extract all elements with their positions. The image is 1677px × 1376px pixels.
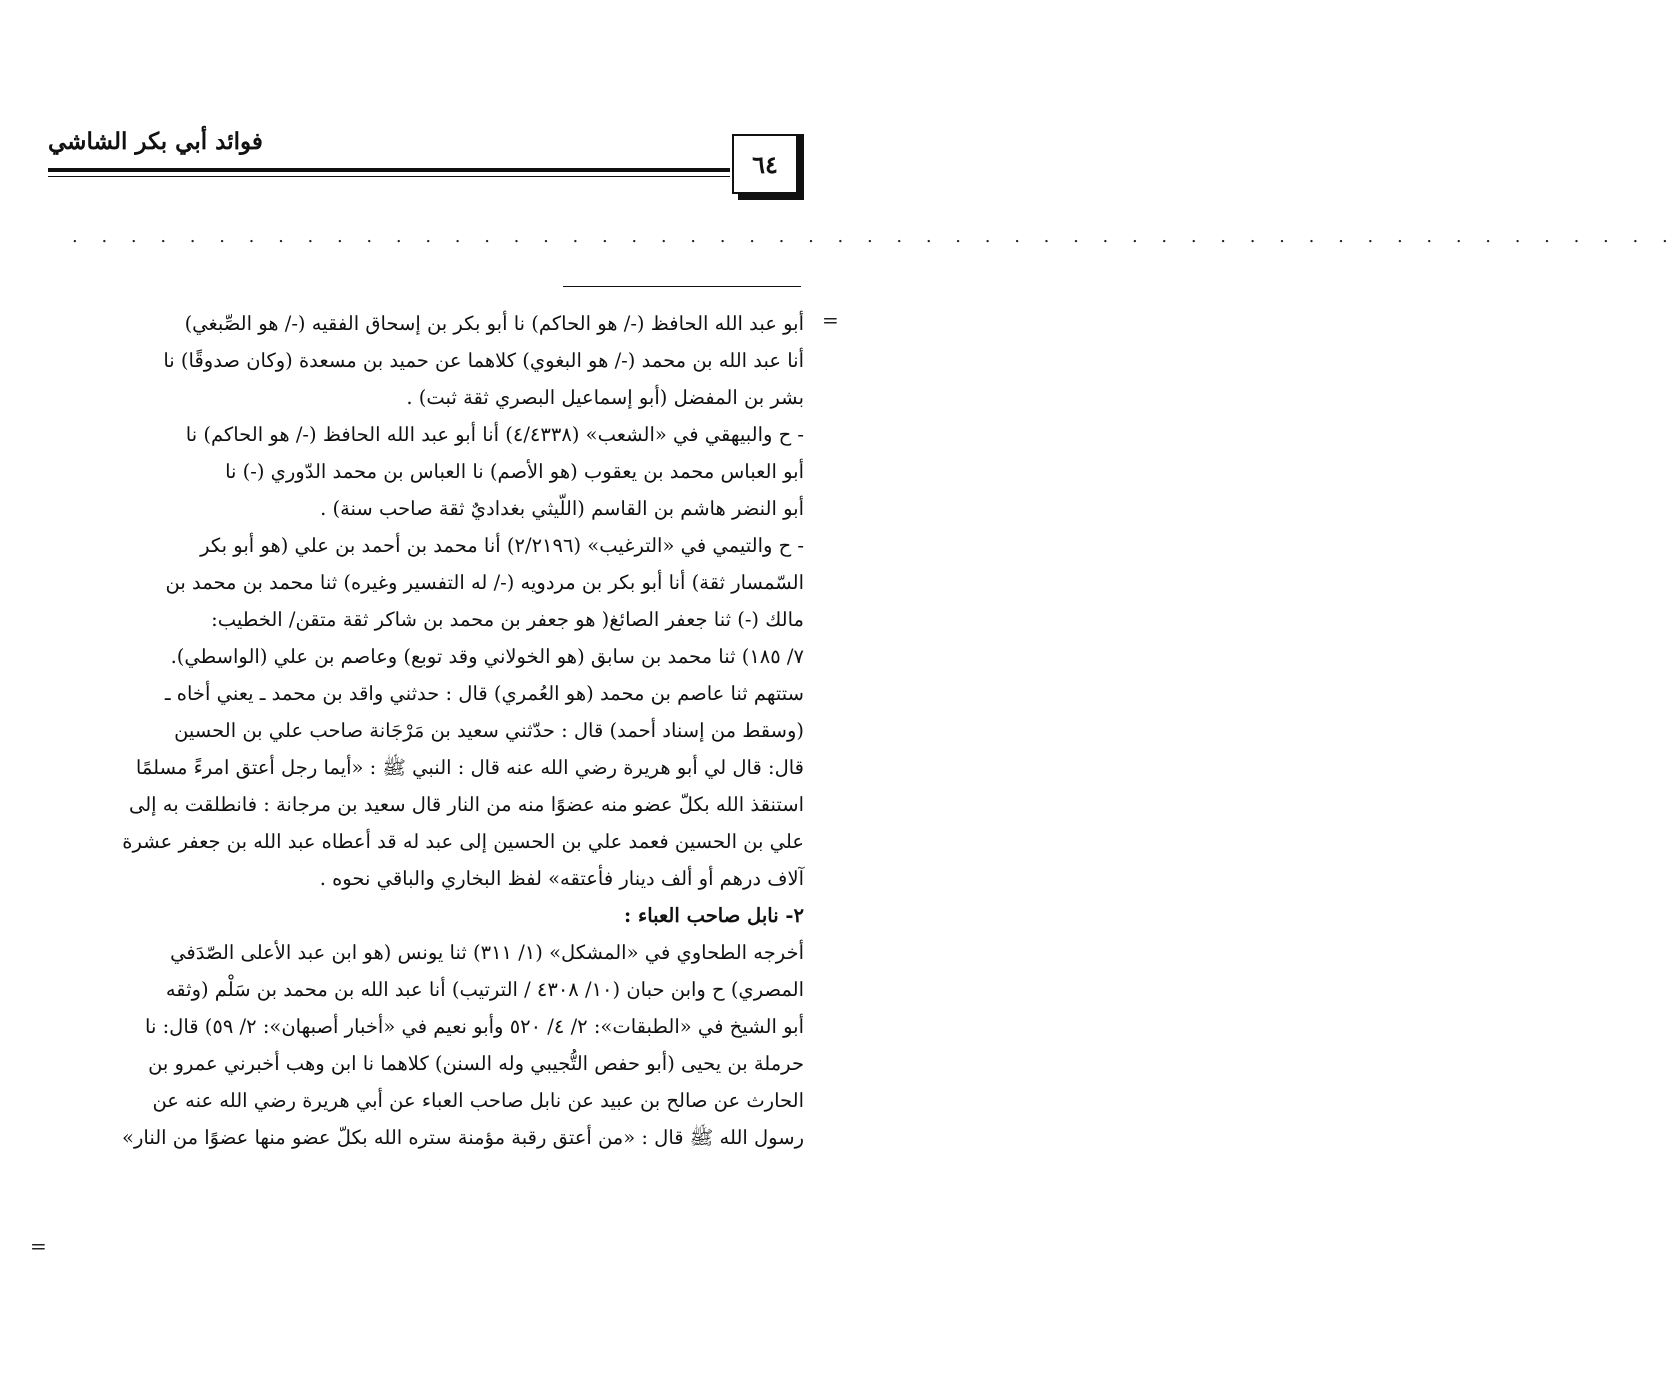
dotted-separator: . . . . . . . . . . . . . . . . . . . . . . . . . . . . . . . . . . . . . . . . . . . . . . . . . . . . . . . bbox=[72, 226, 1677, 247]
text-line: السّمسار ثقة) أنا أبو بكر بن مردويه (-/ له التفسير وغيره) ثنا محمد بن محمد بن bbox=[165, 571, 804, 594]
text-line: أبو الشيخ في «الطبقات»: ٢/ ٤/ ٥٢٠ وأبو نعيم في «أخبار أصبهان»: ٢/ ٥٩) قال: نا bbox=[145, 1015, 804, 1038]
margin-mark-bottom: = bbox=[30, 1234, 47, 1258]
header-rule-thin bbox=[48, 176, 730, 177]
text-line: استنقذ الله بكلّ عضو منه عضوًا منه من النار قال سعيد بن مرجانة : فانطلقت به إلى bbox=[128, 793, 804, 816]
margin-mark-top: = bbox=[822, 308, 839, 332]
text-line: - ح والتيمي في «الترغيب» (٢/٢١٩٦) أنا محمد بن أحمد بن علي (هو أبو بكر bbox=[200, 534, 804, 557]
page-number: ٦٤ bbox=[752, 149, 778, 179]
text-line: مالك (-) ثنا جعفر الصائغ( هو جعفر بن محمد بن شاكر ثقة متقن/ الخطيب: bbox=[211, 608, 804, 631]
text-line: أبو عبد الله الحافظ (-/ هو الحاكم) نا أبو بكر بن إسحاق الفقيه (-/ هو الصِّبغي) bbox=[184, 312, 804, 335]
page-number-box-shadow-bottom bbox=[738, 194, 804, 200]
page-number-box bbox=[732, 134, 798, 194]
text-line: حرملة بن يحيى (أبو حفص التُّجيبي وله السنن) كلاهما نا ابن وهب أخبرني عمرو بن bbox=[148, 1052, 804, 1075]
text-line: - ح والبيهقي في «الشعب» (٤/٤٣٣٨) أنا أبو عبد الله الحافظ (-/ هو الحاكم) نا bbox=[185, 423, 804, 446]
page-number-box-shadow bbox=[798, 134, 804, 200]
text-line: أبو العباس محمد بن يعقوب (هو الأصم) نا العباس بن محمد الدّوري (-) نا bbox=[225, 460, 804, 483]
text-line: أنا عبد الله بن محمد (-/ هو البغوي) كلاهما عن حميد بن مسعدة (وكان صدوقًا) نا bbox=[163, 349, 804, 372]
text-line: ستتهم ثنا عاصم بن محمد (هو العُمري) قال : حدثني واقد بن محمد ـ يعني أخاه ـ bbox=[164, 682, 804, 705]
text-line: علي بن الحسين فعمد علي بن الحسين إلى عبد له قد أعطاه عبد الله بن جعفر عشرة bbox=[122, 830, 804, 853]
text-line: الحارث عن صالح بن عبيد عن نابل صاحب العباء عن أبي هريرة رضي الله عنه عن bbox=[152, 1089, 804, 1112]
section-heading: ٢- نابل صاحب العباء : bbox=[624, 904, 804, 927]
text-line: (وسقط من إسناد أحمد) قال : حدّثني سعيد بن مَرْجَانة صاحب علي بن الحسين bbox=[174, 719, 804, 742]
text-line: قال: قال لي أبو هريرة رضي الله عنه قال : النبي ﷺ : «أيما رجل أعتق امرءً مسلمًا bbox=[135, 756, 804, 779]
text-line: آلاف درهم أو ألف دينار فأعتقه» لفظ البخاري والباقي نحوه . bbox=[319, 867, 804, 890]
text-line: رسول الله ﷺ قال : «من أعتق رقبة مؤمنة ستره الله بكلّ عضو منها عضوًا من النار» bbox=[122, 1126, 804, 1149]
text-line: ٧/ ١٨٥) ثنا محمد بن سابق (هو الخولاني وقد توبع) وعاصم بن علي (الواسطي). bbox=[170, 645, 804, 668]
text-line: المصري) ح وابن حبان (١٠/ ٤٣٠٨ / الترتيب) أنا عبد الله بن محمد بن سَلْم (وثقه bbox=[165, 978, 804, 1001]
text-line: أخرجه الطحاوي في «المشكل» (١/ ٣١١) ثنا يونس (هو ابن عبد الأعلى الصّدَفي bbox=[170, 941, 804, 964]
footnote-separator-rule bbox=[563, 286, 801, 287]
text-line: بشر بن المفضل (أبو إسماعيل البصري ثقة ثبت) . bbox=[406, 386, 804, 409]
book-title: فوائد أبي بكر الشاشي bbox=[48, 128, 263, 155]
header-rule-thick bbox=[48, 168, 730, 172]
text-line: أبو النضر هاشم بن القاسم (اللّيثي بغداديٌ ثقة صاحب سنة) . bbox=[320, 497, 804, 520]
body-text bbox=[72, 305, 804, 1156]
